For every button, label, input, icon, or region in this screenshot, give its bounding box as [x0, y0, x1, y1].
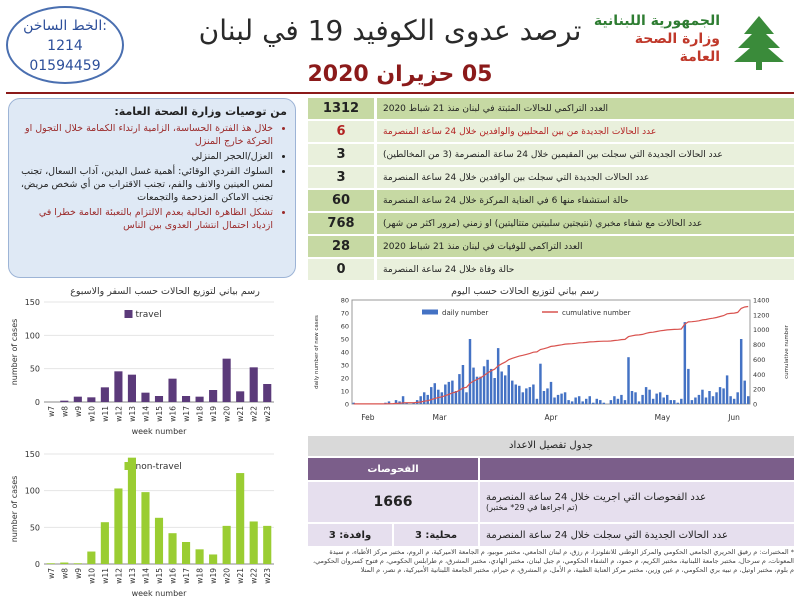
- daily-bar: [434, 383, 436, 404]
- x-tick-label: w18: [195, 406, 205, 422]
- daily-bar: [648, 390, 650, 404]
- y-axis-label: number of cases: [10, 475, 19, 543]
- daily-bar: [617, 399, 619, 404]
- bar: [128, 458, 136, 564]
- details-row-tests: [308, 482, 794, 522]
- daily-bar: [476, 377, 478, 404]
- x-tick-label: w22: [249, 406, 259, 422]
- y-tick-label: 70: [340, 309, 349, 318]
- daily-bar: [536, 399, 538, 404]
- stats-row: [308, 121, 794, 142]
- daily-bar: [610, 400, 612, 404]
- daily-bar: [574, 398, 576, 405]
- travel-chart-title: رسم بياني لتوزيع الحالات حسب السفر والاسبوع: [70, 286, 260, 297]
- bar: [101, 387, 109, 402]
- bar: [87, 552, 95, 564]
- y-right-tick-label: 800: [753, 341, 766, 350]
- recommendations-title: من توصيات وزارة الصحة العامة:: [114, 105, 287, 118]
- y-axis-label: number of cases: [10, 318, 19, 386]
- bar: [250, 367, 258, 402]
- tests-sub: (تم اجراءها في 29* مختبر): [486, 503, 578, 512]
- new-cases-label: عدد الحالات الجديدة التي سجلت خلال 24 ساعة المنصرمة: [480, 524, 794, 546]
- stats-label: حالة وفاة خلال 24 ساعة المنصرمة: [377, 259, 794, 280]
- bar: [47, 563, 55, 564]
- bar: [263, 384, 271, 402]
- ministry-line-1: الجمهورية اللبنانية: [593, 13, 720, 29]
- daily-bar: [715, 392, 717, 404]
- x-tick-label: w9: [73, 406, 83, 417]
- daily-bar: [479, 377, 481, 404]
- x-tick-label: w21: [236, 568, 246, 584]
- daily-bar: [726, 375, 728, 404]
- bar: [141, 393, 149, 402]
- daily-bar: [631, 391, 633, 404]
- bar: [155, 518, 163, 564]
- legend-label: cumulative number: [562, 309, 631, 317]
- x-tick-label: w13: [127, 568, 137, 584]
- daily-bar: [522, 392, 524, 404]
- daily-bar: [553, 398, 555, 405]
- daily-bar: [560, 394, 562, 404]
- x-tick-label: w23: [263, 406, 273, 422]
- bar: [141, 492, 149, 564]
- hotline-label: الخط الساخن:: [23, 18, 107, 34]
- bar: [236, 473, 244, 564]
- daily-bar: [515, 385, 517, 405]
- x-axis-label: week number: [131, 589, 187, 598]
- daily-bar: [677, 403, 679, 404]
- cedar-logo-icon: [724, 12, 794, 72]
- legend-swatch: [125, 310, 133, 318]
- daily-bar: [430, 387, 432, 404]
- daily-bar: [670, 400, 672, 404]
- bar: [101, 522, 109, 564]
- recommendation-item: • خلال هذ الفترة الحساسة، الزامية ارتداء الكمامة خلال التجول او الحركة خارج المنزل: [17, 122, 273, 148]
- tests-value: 1666: [308, 482, 478, 522]
- daily-bar: [444, 385, 446, 405]
- hotline-box: [6, 6, 124, 84]
- ministry-name: [590, 12, 720, 66]
- y-tick-label: 100: [24, 486, 40, 496]
- daily-bar: [655, 394, 657, 404]
- recommendations-box: [8, 98, 296, 278]
- x-tick-label: w7: [46, 406, 56, 417]
- page-title: ترصد عدوى الكوفيد 19 في لبنان: [198, 14, 582, 47]
- stats-value: 60: [308, 190, 374, 211]
- bar: [60, 401, 68, 402]
- daily-bar: [465, 392, 467, 404]
- daily-bar: [567, 400, 569, 404]
- details-header: جدول تفصيل الاعداد: [308, 436, 794, 456]
- y-tick-label: 150: [24, 450, 40, 459]
- x-tick-label: w12: [114, 406, 124, 422]
- daily-bar: [599, 400, 601, 404]
- stats-row: [308, 236, 794, 257]
- stats-label: عدد الحالات الجديدة التي سجلت بين المقيمين خلال 24 ساعة المنصرمة (3 من المخالطين): [377, 144, 794, 165]
- daily-bar: [483, 366, 485, 404]
- daily-bar: [592, 403, 594, 404]
- daily-bar: [620, 395, 622, 404]
- daily-bar: [729, 396, 731, 404]
- daily-bar: [546, 388, 548, 404]
- bar: [223, 359, 231, 402]
- daily-bar: [441, 392, 443, 404]
- daily-bar: [596, 399, 598, 404]
- y-axis-label: daily number of new cases: [314, 315, 320, 389]
- legend-label: travel: [135, 310, 162, 320]
- details-row-header: [308, 458, 794, 480]
- stats-value: 28: [308, 236, 374, 257]
- daily-bar: [747, 396, 749, 404]
- daily-bar: [733, 399, 735, 404]
- daily-bar: [455, 391, 457, 404]
- x-tick-label: w10: [87, 406, 97, 422]
- daily-bar: [508, 365, 510, 404]
- y-tick-label: 0: [34, 560, 40, 569]
- x-tick-label: w17: [182, 406, 192, 422]
- y-right-tick-label: 1000: [753, 326, 770, 335]
- y-right-tick-label: 200: [753, 385, 766, 394]
- daily-bar: [564, 392, 566, 404]
- daily-bar: [557, 395, 559, 404]
- x-tick-label: w14: [141, 568, 151, 584]
- x-tick-label: w18: [195, 568, 205, 584]
- tests-label-cell: [480, 482, 794, 522]
- x-tick-label: w11: [100, 568, 110, 584]
- local-count: محلية: 3: [394, 524, 478, 546]
- stats-value: 768: [308, 213, 374, 234]
- bar: [74, 397, 82, 402]
- bar: [196, 397, 204, 402]
- daily-bar: [469, 339, 471, 404]
- stats-row: [308, 144, 794, 165]
- bar: [60, 563, 68, 564]
- daily-bar: [740, 339, 742, 404]
- ministry-line-2: وزارة الصحة العامة: [634, 31, 720, 65]
- stats-value: 0: [308, 259, 374, 280]
- non-travel-chart: [8, 448, 280, 598]
- stats-value: 3: [308, 167, 374, 188]
- x-tick-label: w9: [73, 568, 83, 579]
- y-tick-label: 10: [340, 387, 349, 396]
- x-tick-label: w23: [263, 568, 273, 584]
- daily-bar: [694, 398, 696, 405]
- daily-chart: [308, 296, 794, 432]
- daily-bar: [448, 382, 450, 404]
- bar: [250, 521, 258, 564]
- stats-row: [308, 259, 794, 280]
- daily-bar: [698, 395, 700, 404]
- stats-value: 6: [308, 121, 374, 142]
- header-divider: [6, 92, 794, 94]
- stats-value: 1312: [308, 98, 374, 119]
- daily-bar: [645, 387, 647, 404]
- x-tick-label: w13: [127, 406, 137, 422]
- y-tick-label: 80: [340, 296, 349, 305]
- daily-bar: [525, 388, 527, 404]
- daily-bar: [419, 396, 421, 404]
- bar: [87, 397, 95, 402]
- stats-row: [308, 213, 794, 234]
- y-right-axis-label: cumulative number: [784, 325, 790, 379]
- month-label: Jun: [728, 413, 740, 422]
- recommendations-list: [17, 122, 287, 232]
- stats-label: عدد الحالات مع شفاء مخبري (نتيجتين سلبيتين متتاليتين) او زمني (مرور اكثر من شهر): [377, 213, 794, 234]
- tests-header: الفحوصات: [308, 458, 478, 480]
- x-tick-label: w17: [182, 568, 192, 584]
- y-tick-label: 100: [24, 331, 40, 341]
- daily-bar: [627, 357, 629, 404]
- daily-bar: [550, 382, 552, 404]
- daily-bar: [705, 398, 707, 405]
- daily-bar: [722, 388, 724, 404]
- daily-bar: [743, 381, 745, 404]
- y-right-tick-label: 1400: [753, 296, 770, 305]
- y-right-tick-label: 600: [753, 355, 766, 364]
- imported-count: وافدة: 3: [308, 524, 392, 546]
- y-tick-label: 30: [340, 361, 349, 370]
- x-tick-label: w21: [236, 406, 246, 422]
- daily-bar: [571, 401, 573, 404]
- daily-bar: [652, 399, 654, 404]
- report-date: 05 حزيران 2020: [307, 62, 493, 87]
- x-tick-label: w14: [141, 406, 151, 422]
- daily-bar: [493, 378, 495, 404]
- daily-bar: [581, 401, 583, 404]
- daily-bar: [684, 322, 686, 404]
- bar: [263, 526, 271, 564]
- daily-bar: [504, 375, 506, 404]
- daily-bar: [701, 390, 703, 404]
- x-tick-label: w16: [168, 568, 178, 584]
- bar: [196, 549, 204, 564]
- x-tick-label: w10: [87, 568, 97, 584]
- y-tick-label: 20: [340, 374, 349, 383]
- stats-label: عدد الحالات الجديدة من بين المحليين والوافدين خلال 24 ساعة المنصرمة: [377, 121, 794, 142]
- bar: [209, 390, 217, 402]
- bar: [223, 526, 231, 564]
- legend-label: daily number: [442, 309, 489, 317]
- daily-bar: [423, 392, 425, 404]
- daily-bar: [543, 391, 545, 404]
- details-table: [308, 436, 794, 546]
- legend-label: non-travel: [135, 462, 182, 472]
- daily-bar: [518, 386, 520, 404]
- bar: [155, 396, 163, 402]
- daily-bar: [736, 392, 738, 404]
- y-tick-label: 150: [24, 298, 40, 307]
- x-tick-label: w20: [222, 568, 232, 584]
- bar: [114, 488, 122, 564]
- stats-label: العدد التراكمي للحالات المثبتة في لبنان منذ 21 شباط 2020: [377, 98, 794, 119]
- y-right-tick-label: 0: [753, 400, 758, 409]
- y-tick-label: 40: [340, 348, 349, 357]
- daily-bar: [500, 372, 502, 405]
- y-tick-label: 60: [340, 322, 349, 331]
- daily-bar: [585, 399, 587, 404]
- x-tick-label: w8: [60, 406, 70, 417]
- bar: [128, 375, 136, 402]
- recommendation-item: • تشكل الظاهرة الحالية بعدم الالتزام بالتعبئة العامة خطرا في ازدياد احتمال انتشار العدوى بين الناس: [17, 206, 273, 232]
- daily-bar: [490, 369, 492, 404]
- daily-bar: [687, 369, 689, 404]
- daily-bar: [634, 392, 636, 404]
- daily-chart-title: رسم بياني لتوزيع الحالات حسب اليوم: [451, 286, 599, 297]
- recommendation-item: • السلوك الفردي الوقائي: أهمية غسل اليدين، آداب السعال، تجنب لمس العينين والانف والفم، تجنب الاقتراب من أي شخص مريض، تجنب الاماكن المزدحمة والتجمعات: [17, 165, 273, 204]
- stats-value: 3: [308, 144, 374, 165]
- stats-label: العدد التراكمي للوفيات في لبنان منذ 21 شباط 2020: [377, 236, 794, 257]
- y-tick-label: 50: [29, 523, 40, 533]
- daily-bar: [511, 381, 513, 404]
- daily-bar: [426, 395, 428, 404]
- stats-label: حالة استشفاء منها 6 في العناية المركزة خلال 24 ساعة المنصرمة: [377, 190, 794, 211]
- bar: [182, 396, 190, 402]
- daily-bar: [532, 385, 534, 405]
- x-tick-label: w8: [60, 568, 70, 579]
- daily-bar: [712, 396, 714, 404]
- y-tick-label: 0: [34, 398, 40, 407]
- daily-bar: [662, 398, 664, 405]
- month-label: Feb: [361, 413, 375, 422]
- x-axis-label: week number: [131, 427, 187, 436]
- x-tick-label: w7: [46, 568, 56, 579]
- month-label: May: [654, 413, 671, 422]
- x-tick-label: w15: [155, 568, 164, 584]
- hotline-number-1: 1214: [47, 38, 83, 54]
- daily-bar: [624, 400, 626, 404]
- x-tick-label: w19: [209, 568, 219, 584]
- x-tick-label: w16: [168, 406, 178, 422]
- x-tick-label: w20: [222, 406, 232, 422]
- y-tick-label: 50: [29, 364, 40, 374]
- daily-bar: [719, 387, 721, 404]
- daily-bar: [691, 400, 693, 404]
- x-tick-label: w15: [155, 406, 164, 422]
- daily-bar: [539, 364, 541, 404]
- month-label: Mar: [432, 413, 447, 422]
- daily-bar: [462, 365, 464, 404]
- bar: [114, 371, 122, 402]
- stats-row: [308, 190, 794, 211]
- x-tick-label: w19: [209, 406, 219, 422]
- daily-bar: [638, 401, 640, 404]
- daily-bar: [641, 395, 643, 404]
- stats-row: [308, 167, 794, 188]
- tests-header-spacer: [480, 458, 794, 480]
- recommendation-item: • العزل/الحجر المنزلي: [17, 150, 273, 163]
- daily-bar: [497, 348, 499, 404]
- details-row-new: [308, 524, 794, 546]
- stats-row: [308, 98, 794, 119]
- bar: [182, 542, 190, 564]
- daily-bar: [589, 396, 591, 404]
- daily-bar: [486, 360, 488, 404]
- stats-label: عدد الحالات الجديدة التي سجلت بين الوافدين خلال 24 ساعة المنصرمة: [377, 167, 794, 188]
- daily-bar: [666, 395, 668, 404]
- bar: [168, 533, 176, 564]
- x-tick-label: w22: [249, 568, 259, 584]
- travel-chart: [8, 296, 280, 436]
- y-right-tick-label: 400: [753, 370, 766, 379]
- daily-bar: [472, 368, 474, 404]
- legend-swatch: [125, 462, 133, 470]
- y-tick-label: 50: [340, 335, 349, 344]
- bar: [209, 554, 217, 564]
- month-label: Apr: [544, 413, 558, 422]
- daily-bar: [659, 392, 661, 404]
- daily-bar: [613, 396, 615, 404]
- y-tick-label: 0: [344, 400, 349, 409]
- bar: [168, 379, 176, 402]
- y-right-tick-label: 1200: [753, 311, 770, 320]
- x-tick-label: w12: [114, 568, 124, 584]
- daily-bar: [529, 387, 531, 404]
- hotline-number-2: 01594459: [29, 58, 101, 74]
- bar: [236, 391, 244, 402]
- daily-bar: [603, 403, 605, 404]
- bar: [74, 563, 82, 564]
- daily-bar: [673, 400, 675, 404]
- stats-table: [308, 98, 794, 282]
- daily-bar: [680, 399, 682, 404]
- daily-bar: [578, 396, 580, 404]
- labs-footnote: * المختبرات: م رفيق الحريري الجامعي الحكومي والمركز الوطني للانفلونزا، م رزق، م لبنان الجامعي، مختبر موبيو، م الجامعة الاميركية، م الروم، مختبر مركز الأطباء، م سيدة المعونات، م سرحال، مختبر جامعة اللبنانية، مختبر الكريم، م حمود، م الشفاء الحكومي، م جبل لبنان، مختبر الهادي، مختبر المشرق، م طرابلس الحكومي، م فتوح كسروان الحكومي، م بلوم، مختبر اوتيل، م نبيه بري الحكومي، م عين وزين، مختبر مركز العناية الطبية، م الأمل، م المشرق، م حيرام، مختبر الجامعة اللبنانية الأميركية، م نصر، م المنلا: [312, 548, 794, 574]
- x-tick-label: w11: [100, 406, 110, 422]
- tests-label: عدد الفحوصات التي اجريت خلال 24 ساعة المنصرمة: [486, 492, 707, 503]
- daily-bar: [708, 391, 710, 404]
